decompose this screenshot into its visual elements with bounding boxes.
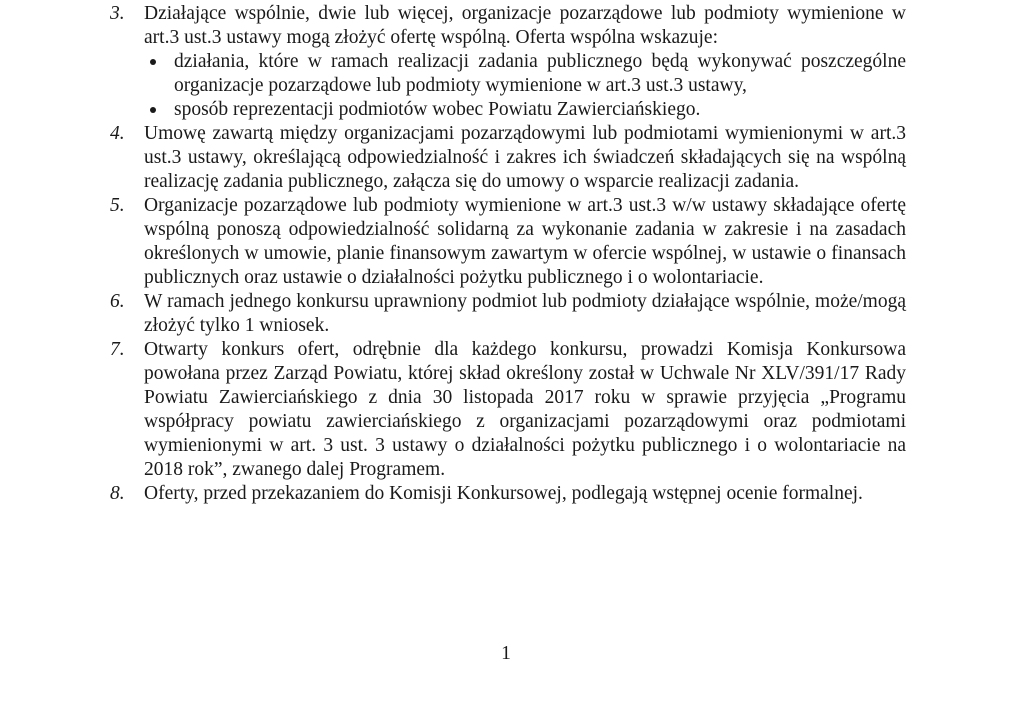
numbered-list	[110, 2, 906, 506]
list-item-8	[110, 482, 906, 506]
item-text: W ramach jednego konkursu uprawniony podmiot lub podmioty działające wspólnie, może/mogą złożyć tylko 1 wniosek.	[144, 291, 906, 336]
item-text: Oferty, przed przekazaniem do Komisji Konkursowej, podlegają wstępnej ocenie formalnej.	[144, 483, 863, 504]
item-number: 8.	[110, 483, 125, 504]
bullet-item: sposób reprezentacji podmiotów wobec Powiatu Zawierciańskiego.	[144, 98, 906, 122]
item-number: 5.	[110, 195, 125, 216]
item-text: Otwarty konkurs ofert, odrębnie dla każdego konkursu, prowadzi Komisja Konkursowa powołana przez Zarząd Powiatu, której skład określony został w Uchwale Nr XLV/391/17 Rady Powiatu Zawierciańskiego z dnia 30 listopada 2017 roku w sprawie przyjęcia „Programu współpracy powiatu zawierciańskiego z organizacjami pozarządowymi oraz podmiotami wymienionymi w art. 3 ust. 3 ustawy o działalności pożytku publicznego i o wolontariacie na 2018 rok”, zwanego dalej Programem.	[144, 339, 906, 480]
list-item-7	[110, 338, 906, 482]
item-number: 4.	[110, 123, 125, 144]
bullet-item: działania, które w ramach realizacji zadania publicznego będą wykonywać poszczególne organizacje pozarządowe lub podmioty wymienione w art.3 ust.3 ustawy,	[144, 50, 906, 98]
list-item-5	[110, 194, 906, 290]
item-number: 7.	[110, 339, 125, 360]
bullet-list	[144, 50, 906, 122]
item-text: Organizacje pozarządowe lub podmioty wymienione w art.3 ust.3 w/w ustawy składające ofertę wspólną ponoszą odpowiedzialność solidarną za wykonanie zadania w zakresie i na zasadach określonych w umowie, planie finansowym zawartym w ofercie wspólnej, w ustawie o finansach publicznych oraz ustawie o działalności pożytku publicznego i o wolontariacie.	[144, 195, 906, 288]
item-number: 6.	[110, 291, 125, 312]
item-number: 3.	[110, 3, 125, 24]
list-item-6	[110, 290, 906, 338]
list-item-4	[110, 122, 906, 194]
item-text: Działające wspólnie, dwie lub więcej, organizacje pozarządowe lub podmioty wymienione w art.3 ust.3 ustawy mogą złożyć ofertę wspólną. Oferta wspólna wskazuje:	[144, 3, 906, 48]
list-item-3	[110, 2, 906, 122]
item-text: Umowę zawartą między organizacjami pozarządowymi lub podmiotami wymienionymi w art.3 ust.3 ustawy, określającą odpowiedzialność i zakres ich świadczeń składających się na wspólną realizację zadania publicznego, załącza się do umowy o wsparcie realizacji zadania.	[144, 123, 906, 192]
page-number: 1	[501, 643, 511, 664]
